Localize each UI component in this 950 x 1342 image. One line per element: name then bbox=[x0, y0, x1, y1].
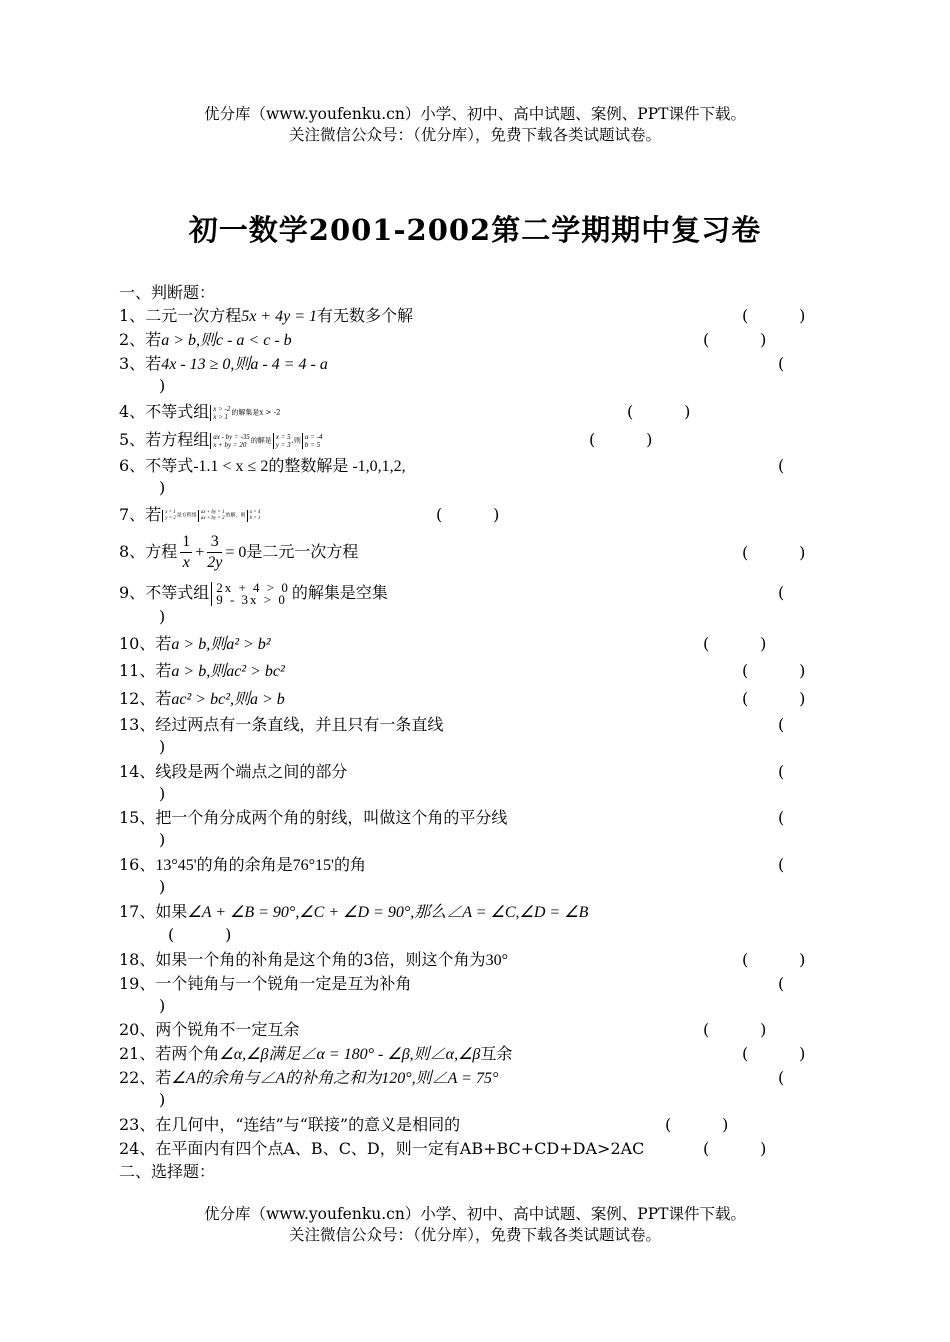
answer-blank[interactable]: ( ) bbox=[742, 689, 806, 708]
question-14: 14、线段是两个端点之间的部分 bbox=[119, 762, 348, 781]
answer-blank[interactable]: ( ) bbox=[703, 1139, 767, 1158]
answer-blank-open[interactable]: ( bbox=[778, 354, 785, 373]
equation-system: ax + by = 1 ax + by = 2 bbox=[198, 510, 225, 522]
footer-line-1: 优分库（www.youfenku.cn）小学、初中、高中试题、案例、PPT课件下载。 bbox=[203, 1205, 747, 1223]
question-8: 8、方程 $\frac{1}{x}$ + $\frac{3}{2y}$ = 0是二元一次方程 bbox=[119, 533, 359, 571]
answer-blank[interactable]: ( ) bbox=[742, 1044, 806, 1063]
equation-system: a = -4 b = 5 bbox=[302, 433, 323, 449]
header-line-2: 关注微信公众号：（优分库），免费下载各类试题试卷。 bbox=[288, 126, 661, 144]
page-header bbox=[0, 104, 950, 146]
question-19: 19、一个钝角与一个锐角一定是互为补角 bbox=[119, 974, 412, 993]
answer-blank-close[interactable]: ) bbox=[159, 478, 166, 497]
page-footer bbox=[0, 1204, 950, 1246]
question-10: 10、若a > b,则a² > b² bbox=[119, 634, 271, 653]
answer-blank-open[interactable]: ( bbox=[778, 762, 785, 781]
question-2: 2、若a > b,则c - a < c - b bbox=[119, 330, 292, 349]
answer-blank[interactable]: ( ) bbox=[742, 661, 806, 680]
fraction: $\frac{1}{x}$ bbox=[182, 533, 191, 571]
equation-system: x = 1 y = 2 bbox=[162, 510, 176, 522]
answer-blank[interactable]: ( ) bbox=[742, 306, 806, 325]
section-heading-choice: 二、选择题： bbox=[119, 1162, 216, 1181]
equation-system: ax - by = -35 x + by = 20 bbox=[210, 433, 250, 449]
question-5: 5、若方程组 ax - by = -35 x + by = 20 的解是 x = 5 y = 3 ,则 a = -4 b = 5 bbox=[119, 430, 323, 449]
equation-system: x = 5 y = 3 bbox=[273, 433, 291, 449]
answer-blank[interactable]: ( ) bbox=[703, 1020, 767, 1039]
question-17: 17、如果∠A + ∠B = 90°,∠C + ∠D = 90°,那么∠A = ∠C,∠D = ∠B bbox=[119, 902, 589, 921]
answer-blank-open[interactable]: ( bbox=[778, 974, 785, 993]
question-7: 7、若 x = 1 y = 2 是方程组 ax + by = 1 ax + by = 2 的解，则 a = 4 b = 1 bbox=[119, 505, 261, 524]
answer-blank-close[interactable]: ) bbox=[159, 877, 166, 896]
answer-blank-open[interactable]: ( bbox=[778, 855, 785, 874]
question-15: 15、把一个角分成两个角的射线，叫做这个角的平分线 bbox=[119, 808, 508, 827]
question-11: 11、若a > b,则ac² > bc² bbox=[119, 661, 285, 680]
answer-blank-close[interactable]: ) bbox=[159, 1090, 166, 1109]
equation-system: x > -2 x > 1 bbox=[210, 405, 230, 421]
question-3: 3、若4x - 13 ≥ 0,则a - 4 = 4 - a bbox=[119, 354, 328, 373]
equation-system: a = 4 b = 1 bbox=[247, 510, 261, 522]
answer-blank[interactable]: ( ) bbox=[589, 430, 653, 449]
question-1: 1、二元一次方程5x + 4y = 1有无数多个解 bbox=[119, 306, 414, 325]
answer-blank-open[interactable]: ( bbox=[778, 808, 785, 827]
answer-blank-close[interactable]: ) bbox=[159, 376, 166, 395]
answer-blank[interactable]: ( ) bbox=[703, 330, 767, 349]
question-9: 9、不等式组 2x + 4 > 0 9 - 3x > 0 的解集是空集 bbox=[119, 579, 388, 607]
question-16: 16、13°45'的角的余角是76°15'的角 bbox=[119, 855, 366, 874]
question-18: 18、如果一个角的补角是这个角的3倍，则这个角为30° bbox=[119, 950, 508, 969]
answer-blank-open[interactable]: ( bbox=[778, 583, 785, 602]
question-6: 6、不等式-1.1 < x ≤ 2的整数解是 -1,0,1,2, bbox=[119, 456, 406, 475]
fraction: $\frac{3}{2y}$ bbox=[207, 533, 223, 571]
question-21: 21、若两个角∠α,∠β满足∠α = 180° - ∠β,则∠α,∠β互余 bbox=[119, 1044, 513, 1063]
answer-blank-open[interactable]: ( bbox=[778, 1068, 785, 1087]
answer-blank-close[interactable]: ) bbox=[159, 784, 166, 803]
answer-blank-close[interactable]: ) bbox=[159, 737, 166, 756]
answer-blank[interactable]: ( ) bbox=[627, 402, 691, 421]
question-4: 4、不等式组 x > -2 x > 1 的解集是x > -2 bbox=[119, 402, 281, 421]
answer-blank[interactable]: ( ) bbox=[742, 950, 806, 969]
question-23: 23、在几何中，“连结”与“联接”的意义是相同的 bbox=[119, 1115, 461, 1134]
question-13: 13、经过两点有一条直线，并且只有一条直线 bbox=[119, 715, 444, 734]
header-line-1: 优分库（www.youfenku.cn）小学、初中、高中试题、案例、PPT课件下载。 bbox=[203, 105, 747, 123]
page-title: 初一数学2001-2002第二学期期中复习卷 bbox=[188, 213, 762, 247]
answer-blank[interactable]: ( ) bbox=[703, 634, 767, 653]
question-12: 12、若ac² > bc²,则a > b bbox=[119, 689, 285, 708]
answer-blank-close[interactable]: ) bbox=[159, 996, 166, 1015]
section-heading-judgment: 一、判断题： bbox=[119, 283, 216, 302]
answer-blank[interactable]: ( ) bbox=[742, 543, 806, 562]
question-20: 20、两个锐角不一定互余 bbox=[119, 1020, 300, 1039]
answer-blank-open[interactable]: ( bbox=[778, 715, 785, 734]
question-22: 22、若∠A的余角与∠A的补角之和为120°,则∠A = 75° bbox=[119, 1068, 499, 1087]
question-24: 24、在平面内有四个点A、B、C、D，则一定有AB+BC+CD+DA>2AC bbox=[119, 1139, 645, 1158]
answer-blank[interactable]: ( ) bbox=[665, 1115, 729, 1134]
footer-line-2: 关注微信公众号：（优分库），免费下载各类试题试卷。 bbox=[288, 1226, 661, 1244]
answer-blank[interactable]: ( ) bbox=[436, 505, 500, 524]
answer-blank[interactable]: ( ) bbox=[168, 925, 232, 944]
answer-blank-close[interactable]: ) bbox=[159, 607, 166, 626]
answer-blank-open[interactable]: ( bbox=[778, 456, 785, 475]
answer-blank-close[interactable]: ) bbox=[159, 830, 166, 849]
equation-system: 2x + 4 > 0 9 - 3x > 0 bbox=[211, 582, 290, 606]
